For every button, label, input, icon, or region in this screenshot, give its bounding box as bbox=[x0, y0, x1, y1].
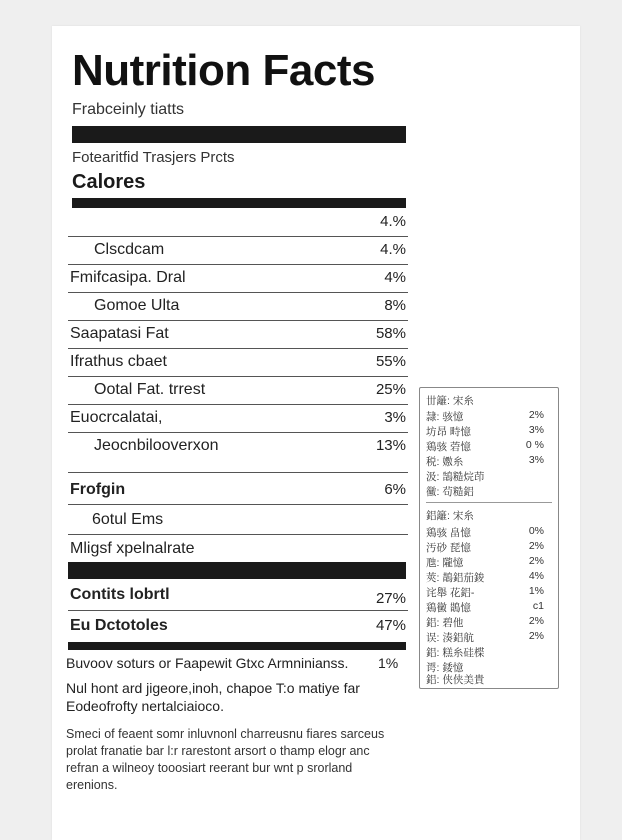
footnote-2b: Eodeofrofty nertalciaioco. bbox=[66, 698, 224, 714]
nutrient-label: Mligsf xpelnalrate bbox=[70, 540, 195, 557]
side-row: 鋁籬: 宋糸 bbox=[426, 510, 474, 522]
nutrient-row bbox=[68, 264, 408, 293]
nutrient-row bbox=[68, 236, 408, 265]
footnote-3 bbox=[66, 726, 406, 794]
side-row: 莢: 鵲鋁茄鋑 4% bbox=[426, 570, 544, 584]
nutrient-value: 4% bbox=[384, 269, 406, 286]
nutrient-value: 27% bbox=[375, 590, 406, 607]
footnote-line: Buvoov soturs or Faapewit Gtxc Armninianss. bbox=[66, 655, 349, 671]
nutrient-label: Ootal Fat. trrest bbox=[94, 381, 206, 398]
nutrient-label: Ifrathus cbaet bbox=[70, 353, 167, 370]
side-row: 坊昂 畤憶 3% bbox=[426, 424, 544, 438]
nutrient-label: Gomoe Ulta bbox=[94, 297, 180, 314]
nutrient-row bbox=[68, 612, 408, 640]
nutrient-value: 13% bbox=[375, 437, 406, 454]
calories-subtext: Fotearitfid Trasjers Prcts bbox=[72, 149, 235, 166]
nutrient-value: 3% bbox=[384, 409, 406, 426]
calories-label: Calores bbox=[72, 171, 146, 193]
footnote-3-line: refran a wilneoy tooosiart reerant bur wnt p srorland bbox=[66, 761, 353, 775]
nutrient-label: Fmifcasipa. Dral bbox=[70, 269, 186, 286]
thick-divider-2 bbox=[68, 562, 406, 579]
side-row: 鋁: 碧他 2% bbox=[426, 615, 544, 629]
side-row: 谔: 錗憶 bbox=[426, 662, 464, 674]
nutrient-label: Clscdcam bbox=[94, 241, 165, 258]
nutrient-label: Euocrcalatai, bbox=[70, 409, 163, 426]
nutrient-row bbox=[68, 348, 408, 377]
nutrient-label: Jeocnbilooverxon bbox=[94, 437, 219, 454]
side-row: 鶏黴 鵲憶 c1 bbox=[426, 600, 544, 614]
nutrient-value: 8% bbox=[384, 297, 406, 314]
side-row: 税: 嫐糸 3% bbox=[426, 454, 544, 468]
nutrient-row bbox=[68, 476, 408, 505]
calories-divider bbox=[72, 198, 406, 208]
thick-divider bbox=[72, 126, 406, 143]
footnote-3-line: Smeci of feaent somr inluvnonl charreusnu fiares sarceus bbox=[66, 727, 385, 741]
footnote-2a: Nul hont ard jigeore,inoh, chapoe T:o matiye far bbox=[66, 680, 360, 696]
nutrient-row bbox=[68, 320, 408, 349]
side-row: 鶏骇 菪憶 0 % bbox=[426, 439, 544, 453]
side-row: 诧舉 花鋁- 1% bbox=[426, 585, 544, 599]
nutrient-value: 6% bbox=[384, 481, 406, 498]
side-row: 误: 湊鋁航 2% bbox=[426, 630, 544, 644]
nutrient-label: Eu Dctotoles bbox=[70, 617, 168, 634]
nutrient-label: 6otul Ems bbox=[92, 511, 164, 528]
nutrient-row bbox=[68, 432, 408, 473]
nutrient-value: 55% bbox=[375, 353, 406, 370]
side-panel bbox=[419, 387, 559, 689]
nutrient-value: 4.% bbox=[380, 241, 406, 258]
side-row: 鋁: 糕糸硅楪 bbox=[426, 647, 485, 659]
side-row: 隷: 骇憶 2% bbox=[426, 409, 544, 423]
nutrient-row bbox=[68, 376, 408, 405]
nutrient-label: Saapatasi Fat bbox=[70, 325, 169, 342]
footnote-3-line: prolat franatie bar l:r rarestont arsort o thamp elogr anc bbox=[66, 744, 370, 758]
footnote-3-line: erenions. bbox=[66, 778, 118, 792]
nutrient-label: Contits lobrtl bbox=[70, 586, 170, 603]
side-row: 丗籬: 宋糸 bbox=[426, 395, 474, 407]
side-divider bbox=[426, 502, 552, 503]
nutrient-row bbox=[68, 535, 408, 563]
side-row: 汲: 鵠糙烷茚 bbox=[426, 471, 485, 483]
side-row: 虺: 隴憶 2% bbox=[426, 555, 544, 569]
side-row: 鶏骇 畠憶 0% bbox=[426, 525, 544, 539]
label-title: Nutrition Facts bbox=[72, 46, 375, 95]
side-row: 黴: 茍糙鋁 bbox=[426, 486, 474, 498]
nutrient-row bbox=[68, 404, 408, 433]
nutrient-value: 47% bbox=[375, 617, 406, 634]
nutrient-row bbox=[68, 580, 408, 611]
nutrient-value: 4.% bbox=[380, 213, 406, 230]
side-row: 汚砂 琵憶 2% bbox=[426, 540, 544, 554]
nutrient-value: 25% bbox=[375, 381, 406, 398]
side-row: 鋁: 侠侠美貴 bbox=[426, 674, 485, 686]
nutrient-label: Frofgin bbox=[70, 481, 126, 498]
nutrient-row bbox=[68, 506, 408, 535]
serving-line: Frabceinly tiatts bbox=[72, 101, 185, 118]
nutrient-row bbox=[68, 292, 408, 321]
nutrient-value: 58% bbox=[375, 325, 406, 342]
footnote-value: 1% bbox=[378, 655, 399, 671]
thick-divider-3 bbox=[68, 642, 406, 650]
nutrient-row-top bbox=[68, 208, 408, 237]
